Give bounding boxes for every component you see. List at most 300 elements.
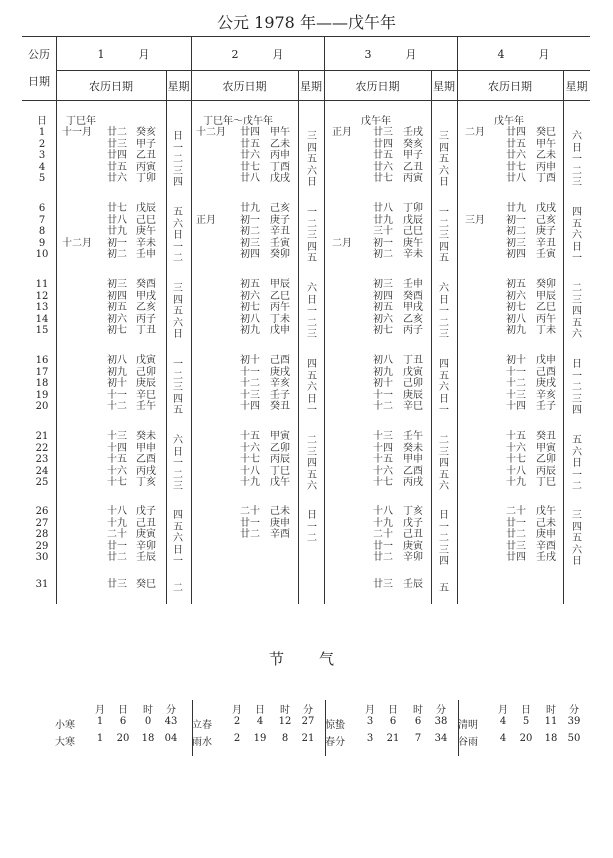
month-header-1	[56, 46, 191, 62]
weekday: 二	[307, 218, 317, 230]
weekday: 四	[572, 521, 582, 533]
month-header-2	[191, 46, 324, 62]
lunar-day: 十五	[240, 431, 260, 442]
ganzhi-day: 丙午	[270, 302, 290, 313]
weekday: 四	[173, 393, 183, 405]
ganzhi-day: 丙申	[270, 150, 290, 161]
weekday: 六	[439, 382, 449, 393]
solar-term-header: 时	[546, 705, 556, 716]
weekday: 二	[173, 583, 183, 594]
ganzhi-day: 丁酉	[536, 173, 556, 184]
day-number: 14	[35, 313, 49, 325]
day-number: 5	[38, 173, 46, 184]
day-number: 29	[35, 540, 49, 552]
solar-term-value: 19	[253, 733, 267, 744]
solar-term-header: 月	[232, 705, 242, 716]
ganzhi-day: 丁未	[536, 325, 556, 336]
weekday: 二	[439, 218, 449, 230]
lunar-day: 十八	[107, 506, 127, 517]
weekday: 二	[307, 317, 317, 329]
weekday: 五	[173, 405, 183, 416]
lunar-date-header: 农历日期	[355, 80, 400, 93]
solar-term-value: 4	[499, 733, 507, 744]
ganzhi-day: 庚辰	[136, 378, 156, 389]
corner-bottom-label: 日期	[28, 75, 50, 88]
ganzhi-day: 庚戌	[270, 366, 290, 378]
lunar-day: 初九	[107, 366, 127, 378]
lunar-day: 初一	[107, 237, 127, 249]
lunar-day: 初一	[373, 237, 393, 249]
lunar-day: 初四	[240, 249, 260, 260]
ganzhi-day: 己丑	[403, 529, 423, 540]
page-title: 公元 1978 年——戊午年	[217, 13, 396, 32]
ganzhi-day: 甲子	[136, 138, 156, 150]
lunar-month-marker: 十二月	[196, 127, 226, 138]
lunar-day: 初八	[107, 355, 127, 366]
ganzhi-day: 庚寅	[136, 529, 156, 540]
lunar-year-label: 丁巳年	[66, 116, 96, 127]
ganzhi-day: 乙巳	[270, 290, 290, 302]
ganzhi-day: 癸巳	[136, 579, 156, 590]
solar-term-header: 月	[365, 705, 375, 716]
weekday: 四	[307, 359, 317, 370]
ganzhi-day: 丙申	[536, 161, 556, 173]
lunar-day: 初八	[506, 313, 526, 325]
month-number: 2	[231, 48, 239, 61]
weekday: 一	[307, 306, 317, 317]
lunar-day: 初六	[107, 313, 127, 325]
weekday: 三	[307, 446, 317, 458]
day-label: 日	[37, 116, 47, 127]
ganzhi-day: 丁丑	[136, 325, 156, 336]
header-bottom-rule	[22, 100, 590, 101]
lunar-day: 初九	[240, 325, 260, 336]
ganzhi-day: 丙寅	[403, 173, 423, 184]
weekday: 六	[572, 329, 582, 340]
day-number: 2	[38, 138, 46, 150]
lunar-day: 初一	[506, 214, 526, 226]
lunar-day: 十二	[240, 378, 260, 389]
day-number: 23	[35, 454, 49, 465]
weekday: 五	[307, 253, 317, 264]
ganzhi-day: 辛酉	[536, 540, 556, 552]
lunar-day: 廿三	[373, 579, 393, 590]
weekday: 五	[307, 370, 317, 382]
solar-term-value: 1	[96, 716, 104, 727]
lunar-day: 廿四	[506, 127, 526, 138]
lunar-day: 十七	[506, 454, 526, 465]
col-divider	[457, 36, 458, 604]
weekday: 日	[307, 177, 317, 188]
ganzhi-day: 丁巳	[536, 477, 556, 488]
solar-term-value: 18	[141, 733, 155, 744]
lunar-day: 初七	[373, 325, 393, 336]
weekday: 三	[439, 131, 449, 142]
lunar-day: 初五	[107, 302, 127, 313]
ganzhi-day: 甲申	[403, 454, 423, 465]
col-divider	[191, 36, 192, 604]
weekday: 五	[572, 218, 582, 230]
lunar-month-marker: 正月	[332, 127, 352, 138]
solar-term-value: 1	[96, 733, 104, 744]
lunar-day: 廿七	[107, 203, 127, 214]
solar-term-header: 日	[521, 705, 531, 716]
weekday: 三	[307, 131, 317, 142]
lunar-day: 廿二	[240, 529, 260, 540]
solar-terms-title: 节 气	[268, 650, 344, 668]
ganzhi-day: 辛丑	[270, 226, 290, 237]
lunar-day: 初六	[506, 290, 526, 302]
lunar-month-marker: 正月	[196, 214, 216, 226]
ganzhi-day: 丙辰	[270, 454, 290, 465]
lunar-day: 廿三	[506, 540, 526, 552]
weekday: 一	[173, 458, 183, 469]
lunar-day: 十八	[373, 506, 393, 517]
lunar-year-label: 戊午年	[494, 116, 524, 127]
weekday: 二	[439, 317, 449, 329]
ganzhi-day: 庚子	[270, 214, 290, 226]
solar-term-header: 日	[255, 705, 265, 716]
lunar-day: 十九	[240, 477, 260, 488]
weekday: 四	[307, 142, 317, 154]
ganzhi-day: 乙丑	[136, 150, 156, 161]
day-number: 7	[38, 214, 46, 226]
weekday: 五	[173, 207, 183, 218]
month-header-4	[457, 46, 590, 62]
solar-term-value: 3	[366, 716, 374, 727]
ganzhi-day: 戊申	[270, 325, 290, 336]
ganzhi-day: 甲戌	[136, 290, 156, 302]
weekday: 六	[307, 382, 317, 393]
col-divider	[563, 70, 564, 604]
lunar-day: 初四	[107, 290, 127, 302]
weekday: 二	[173, 253, 183, 264]
weekday: 五	[307, 154, 317, 165]
ganzhi-day: 甲辰	[536, 290, 556, 302]
ganzhi-day: 乙酉	[403, 465, 423, 477]
solar-term-name: 立春	[192, 720, 212, 731]
weekday: 三	[439, 230, 449, 241]
lunar-day: 初一	[240, 214, 260, 226]
solar-term-value: 39	[567, 716, 581, 727]
lunar-day: 廿五	[373, 150, 393, 161]
solar-term-value: 20	[116, 733, 130, 744]
ganzhi-day: 壬子	[536, 401, 556, 412]
month-number: 3	[364, 48, 372, 61]
ganzhi-day: 乙亥	[403, 313, 423, 325]
solar-term-value: 6	[389, 716, 397, 727]
lunar-day: 十二	[373, 401, 393, 412]
weekday: 二	[307, 533, 317, 544]
ganzhi-day: 乙亥	[136, 302, 156, 313]
lunar-day: 廿六	[373, 161, 393, 173]
weekday: 五	[439, 154, 449, 165]
weekday: 四	[572, 306, 582, 317]
weekday: 一	[439, 207, 449, 218]
month-unit: 月	[538, 48, 550, 61]
month-number: 4	[497, 48, 505, 61]
ganzhi-day: 辛巳	[136, 389, 156, 401]
ganzhi-day: 丁卯	[403, 203, 423, 214]
lunar-day: 十六	[373, 465, 393, 477]
weekday: 六	[439, 481, 449, 492]
ganzhi-day: 甲子	[403, 150, 423, 161]
lunar-day: 十九	[107, 517, 127, 529]
weekday: 二	[439, 435, 449, 446]
ganzhi-day: 丙戌	[136, 465, 156, 477]
lunar-day: 十三	[107, 431, 127, 442]
lunar-day: 十一	[506, 366, 526, 378]
ganzhi-day: 庚寅	[403, 540, 423, 552]
ganzhi-day: 壬子	[270, 389, 290, 401]
lunar-day: 廿六	[506, 150, 526, 161]
lunar-month-marker: 二月	[465, 127, 485, 138]
solar-term-header: 分	[303, 705, 313, 716]
weekday: 五	[439, 583, 449, 594]
ganzhi-day: 癸丑	[536, 431, 556, 442]
ganzhi-day: 乙卯	[270, 442, 290, 454]
weekday-header: 星期	[167, 80, 190, 93]
lunar-day: 廿九	[107, 226, 127, 237]
lunar-day: 廿三	[373, 127, 393, 138]
weekday: 日	[307, 294, 317, 306]
month-unit: 月	[138, 48, 150, 61]
lunar-day: 廿五	[506, 138, 526, 150]
month-header-3	[324, 46, 457, 62]
weekday: 三	[439, 544, 449, 556]
ganzhi-day: 戊寅	[136, 355, 156, 366]
col-divider	[431, 70, 432, 604]
lunar-month-marker: 十二月	[62, 237, 92, 249]
ganzhi-day: 辛卯	[136, 540, 156, 552]
weekday: 一	[572, 370, 582, 382]
day-number: 1	[38, 127, 46, 138]
ganzhi-day: 戊午	[270, 477, 290, 488]
solar-term-value: 4	[256, 716, 264, 727]
weekday: 六	[307, 283, 317, 294]
ganzhi-day: 庚辰	[403, 389, 423, 401]
weekday: 二	[439, 533, 449, 544]
weekday: 六	[572, 131, 582, 142]
ganzhi-day: 辛酉	[270, 529, 290, 540]
lunar-day: 初五	[506, 279, 526, 290]
ganzhi-day: 丁巳	[270, 465, 290, 477]
lunar-day: 廿七	[506, 161, 526, 173]
weekday: 六	[572, 446, 582, 458]
weekday: 六	[173, 218, 183, 230]
lunar-day: 初三	[107, 279, 127, 290]
header-divider	[56, 70, 590, 71]
weekday: 六	[173, 533, 183, 544]
solar-term-header: 时	[280, 705, 290, 716]
weekday: 五	[439, 253, 449, 264]
ganzhi-day: 癸丑	[270, 401, 290, 412]
ganzhi-day: 乙卯	[536, 454, 556, 465]
solar-term-name: 清明	[458, 720, 478, 731]
lunar-day: 十八	[240, 465, 260, 477]
solar-term-value: 18	[544, 733, 558, 744]
ganzhi-day: 辛丑	[536, 237, 556, 249]
lunar-day: 初四	[506, 249, 526, 260]
solar-term-value: 50	[567, 733, 581, 744]
weekday: 二	[572, 481, 582, 492]
lunar-day: 十七	[240, 454, 260, 465]
ganzhi-day: 辛亥	[270, 378, 290, 389]
weekday: 一	[439, 405, 449, 416]
day-number: 30	[35, 552, 49, 563]
lunar-day: 十四	[107, 442, 127, 454]
lunar-day: 十八	[506, 465, 526, 477]
solar-term-value: 3	[366, 733, 374, 744]
ganzhi-day: 戊寅	[403, 366, 423, 378]
lunar-day: 三十	[373, 226, 393, 237]
ganzhi-day: 辛亥	[536, 389, 556, 401]
ganzhi-day: 壬申	[136, 249, 156, 260]
ganzhi-day: 壬戌	[403, 127, 423, 138]
day-number: 22	[35, 442, 49, 454]
lunar-day: 廿九	[373, 214, 393, 226]
weekday: 五	[572, 435, 582, 446]
weekday: 四	[307, 458, 317, 469]
weekday-header: 星期	[433, 80, 455, 93]
solar-term-value: 5	[522, 716, 530, 727]
weekday: 三	[572, 177, 582, 188]
ganzhi-day: 己未	[536, 517, 556, 529]
lunar-day: 初五	[240, 279, 260, 290]
weekday: 四	[439, 241, 449, 253]
lunar-day: 廿四	[240, 127, 260, 138]
lunar-day: 十三	[240, 389, 260, 401]
solar-term-header: 分	[166, 705, 176, 716]
ganzhi-day: 庚午	[136, 226, 156, 237]
weekday: 二	[173, 154, 183, 165]
ganzhi-day: 己酉	[270, 355, 290, 366]
solar-term-name: 小寒	[55, 720, 75, 731]
lunar-day: 初三	[373, 279, 393, 290]
lunar-day: 二十	[107, 529, 127, 540]
ganzhi-day: 甲戌	[403, 302, 423, 313]
lunar-day: 初六	[373, 313, 393, 325]
solar-term-header: 日	[118, 705, 128, 716]
lunar-day: 十九	[373, 517, 393, 529]
weekday: 日	[572, 142, 582, 154]
weekday: 五	[572, 533, 582, 544]
ganzhi-day: 戊戌	[536, 203, 556, 214]
lunar-day: 十五	[107, 454, 127, 465]
day-number: 11	[35, 279, 49, 290]
ganzhi-day: 丁亥	[403, 506, 423, 517]
day-number: 17	[35, 366, 49, 378]
ganzhi-day: 壬午	[136, 401, 156, 412]
weekday: 三	[439, 329, 449, 340]
ganzhi-day: 乙未	[536, 150, 556, 161]
lunar-day: 廿四	[506, 552, 526, 563]
day-number: 19	[35, 389, 49, 401]
weekday: 日	[572, 556, 582, 567]
day-number: 13	[35, 302, 49, 313]
weekday: 二	[307, 435, 317, 446]
lunar-day: 初七	[506, 302, 526, 313]
lunar-day: 初八	[240, 313, 260, 325]
weekday: 三	[173, 382, 183, 393]
ganzhi-day: 丙辰	[536, 465, 556, 477]
ganzhi-day: 庚子	[536, 226, 556, 237]
weekday: 一	[572, 469, 582, 481]
weekday: 二	[572, 382, 582, 393]
ganzhi-day: 甲午	[270, 127, 290, 138]
weekday: 日	[572, 241, 582, 253]
lunar-day: 十四	[506, 401, 526, 412]
lunar-day: 廿六	[240, 150, 260, 161]
weekday: 日	[572, 359, 582, 370]
ganzhi-day: 癸亥	[403, 138, 423, 150]
lunar-day: 廿一	[240, 517, 260, 529]
col-divider	[166, 70, 167, 604]
lunar-day: 初八	[373, 355, 393, 366]
day-number: 3	[38, 150, 46, 161]
weekday: 二	[572, 165, 582, 177]
solar-term-value: 0	[144, 716, 152, 727]
solar-term-value: 34	[434, 733, 448, 744]
ganzhi-day: 辛未	[136, 237, 156, 249]
ganzhi-day: 壬戌	[536, 552, 556, 563]
lunar-day: 初四	[373, 290, 393, 302]
weekday: 日	[173, 446, 183, 458]
solar-term-value: 7	[414, 733, 422, 744]
ganzhi-day: 己巳	[403, 226, 423, 237]
weekday: 一	[173, 556, 183, 567]
day-number: 15	[35, 325, 49, 336]
lunar-day: 廿五	[240, 138, 260, 150]
weekday: 日	[173, 544, 183, 556]
weekday-header: 星期	[565, 80, 588, 93]
weekday: 三	[173, 283, 183, 294]
weekday: 五	[439, 469, 449, 481]
day-number: 25	[35, 477, 49, 488]
ganzhi-day: 己丑	[136, 517, 156, 529]
lunar-day: 廿二	[107, 127, 127, 138]
day-number: 18	[35, 378, 49, 389]
solar-term-header: 时	[413, 705, 423, 716]
lunar-day: 廿八	[373, 203, 393, 214]
ganzhi-day: 甲午	[536, 138, 556, 150]
weekday: 一	[307, 521, 317, 533]
weekday: 三	[173, 165, 183, 177]
weekday: 一	[173, 359, 183, 370]
lunar-day: 十七	[107, 477, 127, 488]
lunar-day: 廿二	[107, 552, 127, 563]
weekday: 一	[173, 142, 183, 154]
ganzhi-day: 己亥	[270, 203, 290, 214]
ganzhi-day: 癸酉	[136, 279, 156, 290]
weekday: 六	[173, 435, 183, 446]
ganzhi-day: 庚戌	[536, 378, 556, 389]
weekday: 日	[307, 510, 317, 521]
ganzhi-day: 甲辰	[270, 279, 290, 290]
lunar-day: 廿八	[506, 173, 526, 184]
weekday: 一	[572, 253, 582, 264]
weekday: 五	[572, 317, 582, 329]
solar-term-header: 时	[143, 705, 153, 716]
weekday: 五	[307, 469, 317, 481]
lunar-day: 二十	[373, 529, 393, 540]
lunar-day: 十二	[107, 401, 127, 412]
solar-term-value: 6	[414, 716, 422, 727]
day-number: 9	[38, 237, 46, 249]
lunar-month-marker: 二月	[332, 237, 352, 249]
ganzhi-day: 丁亥	[136, 477, 156, 488]
corner-top-label: 公历	[28, 48, 50, 61]
